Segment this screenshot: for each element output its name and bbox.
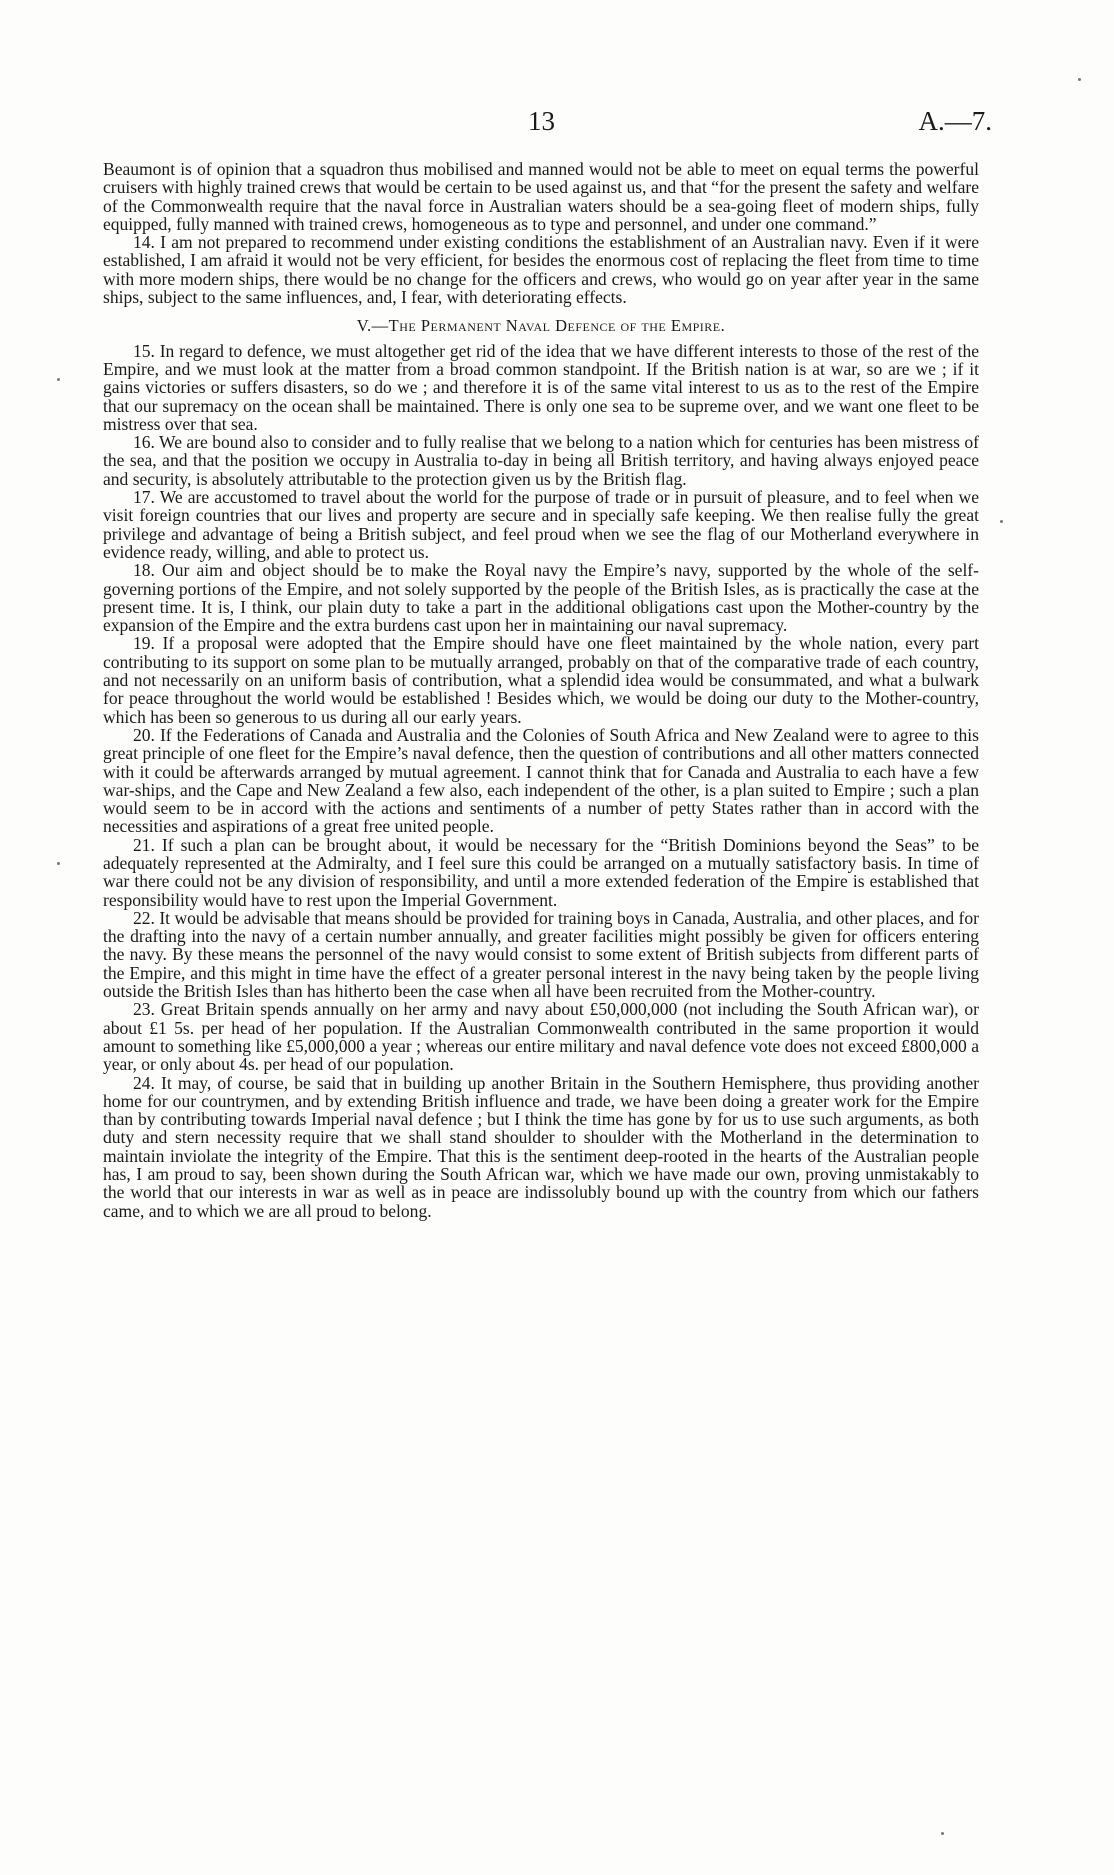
scan-speck — [1000, 520, 1003, 523]
page-number: 13 — [528, 106, 555, 136]
paragraph-16: 16. We are bound also to consider and to fully realise that we belong to a nation which for centuries has been mistress of the sea, and that the position we occupy in Australia to-day in being all British territory, and having always enjoyed peace and security, is absolutely attributable to the protection given us by the British flag. — [103, 432, 979, 489]
paragraph-24: 24. It may, of course, be said that in building up another Britain in the Southern Hemisphere, thus providing another home for our countrymen, and by extending British influence and trade, we have been doing a greater work for the Empire than by contributing towards Imperial naval defence ; but I think the time has gone by for us to use such arguments, as both duty and stern necessity require that we shall stand shoulder to shoulder with the Motherland in the determination to maintain inviolate the integrity of the Empire. That this is the sentiment deep-rooted in the hearts of the Australian people has, I am proud to say, been shown during the South African war, which we have made our own, proving unmistakably to the world that our interests in war as well as in peace are indissolubly bound up with the country from which our fathers came, and to which we are all proud to belong. — [103, 1072, 979, 1221]
scan-speck — [941, 1832, 944, 1835]
scan-speck — [57, 378, 60, 381]
paragraph-19: 19. If a proposal were adopted that the Empire should have one fleet maintained by the whole nation, every part contributing to its support on some plan to be mutually arranged, probably on that of the comparative trade of each country, and not necessarily on an uniform basis of contribution, what a splendid idea would be consummated, and what a bulwark for peace throughout the world would be established ! Besides which, we would be doing our duty to the Mother-country, which has been so generous to us during all our early years. — [103, 633, 979, 727]
document-reference: A.—7. — [918, 106, 992, 136]
paragraph-21: 21. If such a plan can be brought about, it would be necessary for the “British Dominions beyond the Seas” to be adequately represented at the Admiralty, and I feel sure this could be arranged on a mutually satisfactory basis. In time of war there could not be any division of responsibility, and until a more extended federation of the Empire is established that responsibility would have to rest upon the Imperial Government. — [103, 834, 979, 910]
paragraph-15: 15. In regard to defence, we must altogether get rid of the idea that we have different interests to those of the rest of the Empire, and we must look at the matter from a broad common standpoint. If the British nation is at war, so are we ; if it gains victories or suffers disasters, so do we ; and therefore it is of the same vital interest to us as to the rest of the Empire that our supremacy on the ocean shall be maintained. There is only one sea to be supreme over, and we want one fleet to be mistress over that sea. — [103, 340, 979, 434]
paragraph-18: 18. Our aim and object should be to make the Royal navy the Empire’s navy, supported by the whole of the self-governing portions of the Empire, and not solely supported by the people of the British Isles, as is practically the case at the present time. It is, I think, our plain duty to take a part in the additional obligations cast upon the Mother-country by the expansion of the Empire and the extra burdens cast upon her in maintaining our naval supremacy. — [103, 560, 979, 636]
paragraph-13-continued: Beaumont is of opinion that a squadron thus mobilised and manned would not be able to meet on equal terms the powerful cruisers with highly trained crews that would be certain to be used against us, and that “for the present the safety and welfare of the Commonwealth require that the naval force in Australian waters should be a sea-going fleet of modern ships, fully equipped, fully manned with trained crews, homogeneous as to type and personnel, and under one command.” — [103, 159, 979, 234]
paragraph-14: 14. I am not prepared to recommend under existing conditions the establishment of an Australian navy. Even if it were established, I am afraid it would not be very efficient, for besides the enormous cost of replacing the fleet from time to time with more modern ships, there would be no change for the officers and crews, who would go on year after year in the same ships, subject to the same influences, and, I fear, with deteriorating effects. — [103, 232, 979, 308]
scan-speck — [57, 862, 60, 865]
section-heading: V.—The Permanent Naval Defence of the Empire. — [356, 316, 726, 336]
page-header — [0, 106, 1114, 146]
paragraph-20: 20. If the Federations of Canada and Australia and the Colonies of South Africa and New Zealand were to agree to this great principle of one fleet for the Empire’s naval defence, then the question of contributions and all other matters connected with it could be afterwards arranged by mutual agreement. I cannot think that for Canada and Australia to each have a few war-ships, and the Cape and New Zealand a few also, each independent of the other, is a plan suited to Empire ; such a plan would seem to be in accord with the actions and sentiments of a number of petty States rather than in accord with the necessities and aspirations of a great free united people. — [103, 724, 979, 837]
paragraph-17: 17. We are accustomed to travel about the world for the purpose of trade or in pursuit of pleasure, and to feel when we visit foreign countries that our lives and property are secure and in specially safe keeping. We then realise fully the great privilege and advantage of being a British subject, and feel proud when we see the flag of our Motherland everywhere in evidence ready, willing, and able to protect us. — [103, 487, 979, 562]
scan-speck — [1078, 78, 1081, 81]
document-body — [103, 160, 979, 1220]
paragraph-23: 23. Great Britain spends annually on her army and navy about £50,000,000 (not including the South African war), or about £1 5s. per head of her population. If the Australian Commonwealth contributed in the same proportion it would amount to something like £5,000,000 a year ; whereas our entire military and naval defence vote does not exceed £800,000 a year, or only about 4s. per head of our population. — [103, 999, 979, 1075]
paragraph-22: 22. It would be advisable that means should be provided for training boys in Canada, Australia, and other places, and for the drafting into the navy of a certain number annually, and greater facilities might possibly be given for officers entering the navy. By these means the personnel of the navy would consist to some extent of British subjects from different parts of the Empire, and this might in time have the effect of a greater personal interest in the navy being taken by the people living outside the British Isles than has hitherto been the case when all have been recruited from the Mother-country. — [103, 907, 979, 1002]
